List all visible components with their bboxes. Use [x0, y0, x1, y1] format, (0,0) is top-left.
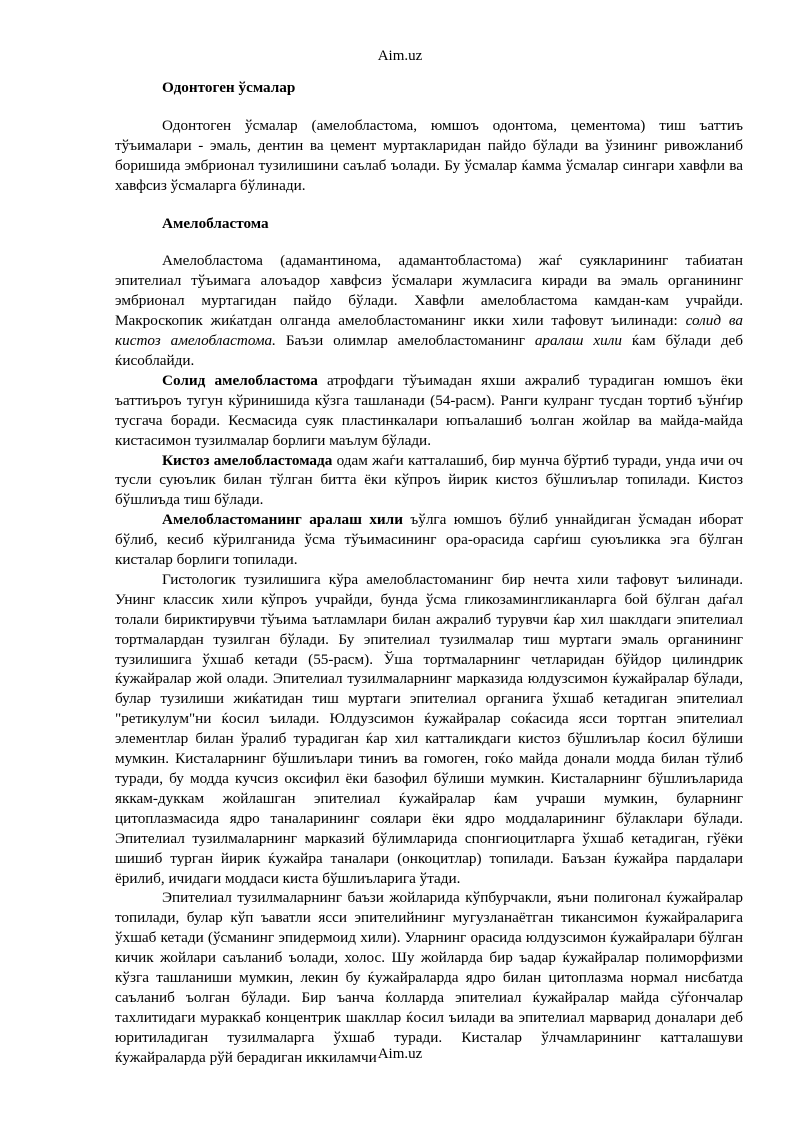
- text-run: Амелобластома (адамантинома, адамантобластома) жаѓ суякларининг табиатан эпителиал тўъимага алоъадор хавфсиз ўсмалари жумласига киради ва эмаль органининг эмбрионал муртагидан пайдо бўлади. Хавфли амелобластома камдан-кам учрайди. Макроскопик жиќатдан олганда амелобластоманинг икки хили тафовут ъилинади:: [115, 252, 743, 330]
- bold-term: Кистоз амелобластомада: [162, 451, 333, 469]
- section-title-ameloblastoma: Амелобластома: [162, 214, 269, 232]
- document-body: [115, 78, 743, 1068]
- section-title-odontogenic: Одонтоген ўсмалар: [162, 79, 296, 96]
- page-footer: Aim.uz: [377, 1046, 423, 1062]
- paragraph-solid: [115, 371, 743, 451]
- text-run: ъўлга юмшоъ бўлиб уннайдиган ўсмадан иборат бўлиб, кесиб кўрилганида ўсма тўъимасининг ора-орасида сарѓиш суюъликка эга бўлган кисталар борлиги топилади.: [115, 511, 743, 569]
- paragraph-mixed: [115, 510, 743, 570]
- bold-term: Амелобластоманинг аралаш хили: [162, 511, 403, 529]
- paragraph-cystic: [115, 451, 743, 511]
- page-header: Aim.uz: [377, 48, 423, 64]
- text-run: одам жаѓи катталашиб, бир мунча бўртиб туради, унда ичи оч тусли суюълик билан тўлган битта ёки кўпроъ йирик кистоз бўшлиълар топилади. Кистоз бўшлиъда тиш бўлади.: [115, 451, 743, 509]
- text-run: атрофдаги тўъимадан яхши ажралиб турадиган юмшоъ ёки ъаттиъроъ тугун кўринишида кўзга ташланади (54-расм). Ранги кулранг тусдан тортиб ъўнѓир тусгача боради. Кесмасида суяк пластинкалари юпъалашиб ъолган жойлар ва майда-майда кистасимон тузилмалар борлиги маълум бўлади.: [115, 371, 743, 449]
- paragraph-ameloblastoma: [115, 251, 743, 370]
- paragraph-histology: Гистологик тузилишига кўра амелобластоманинг бир нечта хили тафовут ъилинади. Унинг классик хили кўпроъ учрайди, бунда ўсма гликозамингликанларга бой бўлган даѓал толали бириктирувчи тўъима ъатламлари билан ажралиб турувчи ќар хил шаклдаги эпителиал тортмалардан тузилган бўлади. Бу эпителиал тузилмалар тиш муртаги эмаль органининг тузилишига ўхшаб кетади (55-расм). Ўша тортмаларнинг четларидан бўйдор цилиндрик ќужайралар жой олади. Эпителиал тузилмаларнинг марказида юлдузсимон ќужайралар бўлади, булар тузилиши жиќатидан тиш муртаги эпителиал органига ўхшаб кетадиган эпителиал "ретикулум"ни ќосил ъилади. Юлдузсимон ќужайралар соќасида ясси тортган эпителиал элементлар билан ўралиб турадиган ќар хил катталикдаги кистоз бўшлиълар ќосил бўлиши мумкин. Кисталарнинг бўшлиълари тиниъ ва гомоген, гоќо майда донали модда билан тўлиб туради, бу модда кучсиз оксифил ёки базофил бўлиши мумкин. Кисталарнинг бўшлиъларида яккам-дуккам жойлашган эпителиал ќужайралар ќам учраши мумкин, буларнинг цитоплазмасида ядро таналарининг соялари ёки ядро моддаларининг бўлаклари бўлади. Эпителиал тузилмаларнинг марказий бўлимларида спонгиоцитларга ўхшаб кетадиган, гўёки шишиб турган йирик ќужайра таналари (онкоцитлар) топилади. Баъзан ќужайра пардалари ёрилиб, ичидаги моддаси киста бўшлиъларига ўтади.: [115, 570, 743, 887]
- paragraph-epithelial: Эпителиал тузилмаларнинг баъзи жойларида кўпбурчакли, яъни полигонал ќужайралар топилади, булар кўп ъаватли ясси эпителийнинг мугузланаётган тикансимон ќужайраларига ўхшаб кетади (ўсманинг эпидермоид хили). Уларнинг орасида юлдузсимон ќужайралари бўлган кичик жойлари саъланиб ъолади, холос. Шу жойларда бир ъадар ќужайралар полиморфизми кўзга ташланиши мумкин, лекин бу ќужайраларда ядро билан цитоплазма нормал нисбатда саъланиб ъолган бўлади. Бир ъанча ќолларда эпителиал ќужайралар майда сўѓончалар тахлитидаги мураккаб концентрик шакллар ќосил ъилади ва эпителиал марварид доналари деб юритиладиган тузилмаларга ўхшаб туради. Кисталар ўлчамларининг катталашуви ќужайраларда рўй берадиган иккиламчи: [115, 889, 743, 1066]
- paragraph-intro: Одонтоген ўсмалар (амелобластома, юмшоъ одонтома, цементома) тиш ъаттиъ тўъималари - эмаль, дентин ва цемент муртакларидан пайдо бўлади ва ўзининг ривожланиб боришида эмбрионал тузилишини саълаб ъолади. Бу ўсмалар ќамма ўсмалар сингари хавфли ва хавфсиз ўсмаларга бўлинади.: [115, 116, 743, 194]
- text-run: Баъзи олимлар амелобластоманинг: [285, 332, 525, 350]
- bold-term: Солид амелобластома: [162, 371, 318, 389]
- italic-text-run: аралаш хили: [534, 332, 622, 350]
- text-run: ќам бўлади деб ќисоблайди.: [115, 332, 744, 369]
- italic-text-run: солид ва кистоз амелобластома.: [115, 312, 744, 350]
